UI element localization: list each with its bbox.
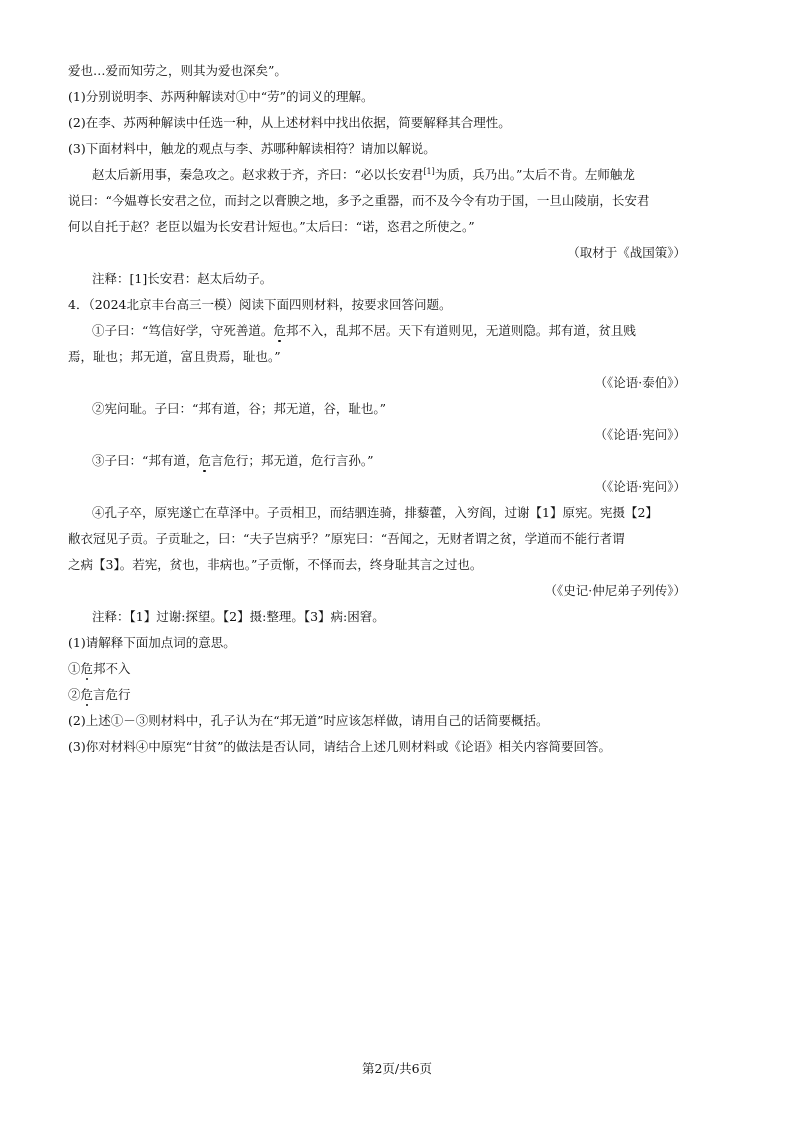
question-3-1: (1)分别说明李、苏两种解读对①中“劳”的词义的理解。 xyxy=(68,89,374,104)
dotted-word: 危 xyxy=(80,687,94,702)
passage-note: 注释：[1]长安君：赵太后幼子。 xyxy=(92,271,273,286)
passage-line-3: 何以自托于赵？老臣以媪为长安君计短也。”太后曰：“诺，恣君之所使之。” xyxy=(68,219,475,234)
passage-line-2: 说曰：“今媪尊长安君之位，而封之以膏腴之地，多予之重器，而不及今令有功于国，一旦山陵崩，长安君 xyxy=(68,193,650,208)
material-4-line-3: 之病【3】。若宪，贫也，非病也。”子贡惭，不怿而去，终身耻其言之过也。 xyxy=(68,557,483,572)
passage-line-1-a: 赵太后新用事，秦急攻之。赵求救于齐，齐曰：“必以长安君 xyxy=(92,167,424,182)
material-3-source: （《论语·宪问》） xyxy=(594,479,686,494)
passage-line-1 xyxy=(92,166,635,184)
material-3-line-1 xyxy=(92,452,374,470)
material-1-source: （《论语·泰伯》） xyxy=(594,375,686,390)
sub-question-3: (3)你对材料④中原宪“甘贫”的做法是否认同，请结合上述几则材料或《论语》相关内容简要回答。 xyxy=(68,739,611,754)
question-4-header: 4．（2024北京丰台高三一模）阅读下面四则材料，按要求回答问题。 xyxy=(68,297,452,312)
sub-question-1-item-b xyxy=(68,686,131,704)
question-3-2: (2)在李、苏两种解读中任选一种，从上述材料中找出依据，简要解释其合理性。 xyxy=(68,115,511,130)
item-a-number: ① xyxy=(68,661,81,676)
passage-line-1-b: 为质，兵乃出。”太后不肯。左师触龙 xyxy=(434,167,635,182)
page-footer: 第2页/共6页 xyxy=(361,1061,433,1076)
material-1-line-1 xyxy=(92,322,636,340)
item-b-number: ② xyxy=(68,687,81,702)
material-3-text-b: 言危行；邦无道，危行言孙。” xyxy=(210,453,374,468)
item-b-text: 言危行 xyxy=(93,687,131,702)
dotted-word: 危 xyxy=(198,453,211,468)
sub-question-2: (2)上述①－③则材料中，孔子认为在“邦无道”时应该怎样做，请用自己的话简要概括。 xyxy=(68,713,549,728)
material-4-line-2: 敝衣冠见子贡。子贡耻之，曰：“夫子岂病乎？”原宪曰：“吾闻之，无财者谓之贫，学道而不能行者谓 xyxy=(68,531,625,546)
material-4-line-1: ④孔子卒，原宪遂亡在草泽中。子贡相卫，而结驷连骑，排藜藿，入穷阎，过谢【1】原宪。宪摄【2】 xyxy=(92,505,658,520)
continued-quote-line: 爱也…爱而知劳之，则其为爱也深矣”。 xyxy=(68,63,287,78)
footnote-marker: [1] xyxy=(423,166,435,176)
material-4-source: （《史记·仲尼弟子列传》） xyxy=(544,583,686,598)
material-4-note: 注释：【1】过谢:探望。【2】摄:整理。【3】病:困窘。 xyxy=(92,609,385,624)
dotted-word: 危 xyxy=(273,323,286,338)
material-1-line-2: 焉，耻也；邦无道，富且贵焉，耻也。” xyxy=(68,349,281,364)
sub-question-1-item-a xyxy=(68,660,131,678)
material-2-source: （《论语·宪问》） xyxy=(594,427,686,442)
material-3-text-a: ③子曰：“邦有道， xyxy=(92,453,199,468)
sub-question-1: (1)请解释下面加点词的意思。 xyxy=(68,635,236,650)
item-a-text: 邦不入 xyxy=(93,661,131,676)
dotted-word: 危 xyxy=(80,661,94,676)
material-2-line-1: ②宪问耻。子曰：“邦有道，谷；邦无道，谷，耻也。” xyxy=(92,401,387,416)
passage-source: （取材于《战国策》） xyxy=(567,245,686,260)
question-3-3: (3)下面材料中，触龙的观点与李、苏哪种解读相符？请加以解说。 xyxy=(68,141,436,156)
material-1-text-a: ①子曰：“笃信好学，守死善道。 xyxy=(92,323,274,338)
material-1-text-b: 邦不入，乱邦不居。天下有道则见，无道则隐。邦有道，贫且贱 xyxy=(285,323,636,338)
